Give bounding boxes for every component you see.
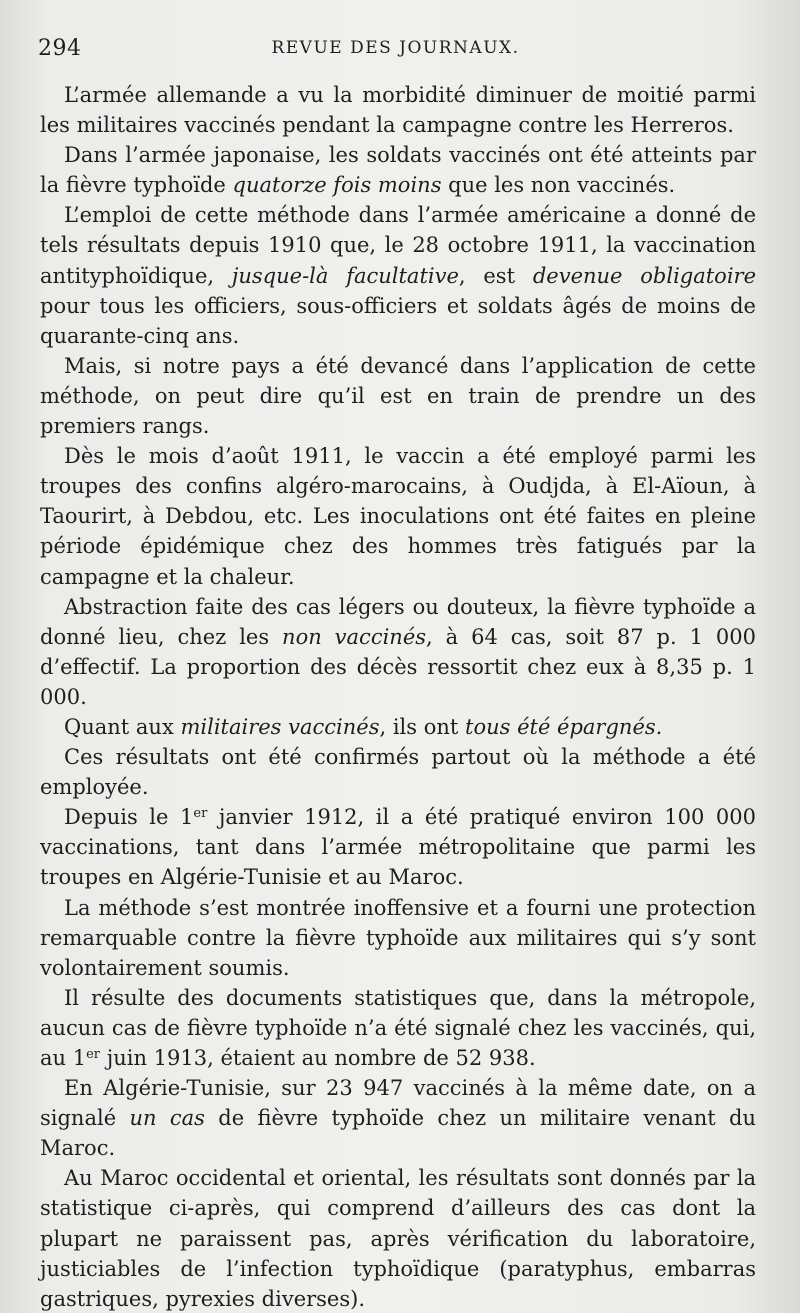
text-run: , ils ont (379, 714, 466, 739)
italic-text: devenue obligatoire (532, 263, 757, 288)
paragraph (40, 802, 756, 892)
text-run: , à 64 cas, soit 87 p. 1 000 d’effectif. La proportion des décès ressortit chez eux à 8,35 p. 1 000. (40, 624, 756, 709)
text-run: Il résulte des documents statistiques que, dans la métropole, aucun cas de fièvre typhoïde n’a été signalé chez les vaccinés, qui, au 1 (40, 985, 756, 1070)
paragraph (40, 1073, 756, 1163)
paragraph (40, 351, 756, 441)
body-text (40, 80, 756, 1313)
paragraph (40, 1163, 756, 1313)
running-title: REVUE DES JOURNAUX. (271, 38, 520, 58)
italic-text: non vaccinés (282, 624, 427, 649)
text-run: Abstraction faite des cas légers ou douteux, la fièvre typhoïde a donné lieu, chez les (40, 594, 756, 649)
italic-text: militaires vaccinés (180, 714, 380, 739)
italic-text: quatorze fois moins (232, 173, 442, 198)
paragraph (40, 712, 756, 742)
italic-text: tous été épargnés. (465, 714, 663, 739)
text-run: de fièvre typhoïde chez un militaire venant du Maroc. (40, 1106, 756, 1161)
page-number: 294 (38, 36, 82, 61)
text-run: Dans l’armée japonaise, les soldats vaccinés ont été atteints par la fièvre typhoïde (40, 143, 756, 198)
text-run: janvier 1912, il a été pratiqué environ 100 000 vaccinations, tant dans l’armée métropolitaine que parmi les troupes en Algérie-Tunisie et au Maroc. (40, 805, 756, 890)
paragraph (40, 441, 756, 591)
text-run: Ces résultats ont été confirmés partout où la méthode a été employée. (40, 745, 756, 800)
paragraph (40, 80, 756, 140)
paragraph (40, 592, 756, 712)
text-run: pour tous les officiers, sous-officiers et soldats âgés de moins de quarante-cinq ans. (40, 293, 756, 348)
text-run: juin 1913, étaient au nombre de 52 938. (100, 1046, 536, 1070)
italic-text: jusque-là facultative (231, 263, 459, 288)
paragraph (40, 983, 756, 1073)
text-run: Mais, si notre pays a été devancé dans l’application de cette méthode, on peut dire qu’il est en train de prendre un des premiers rangs. (40, 353, 756, 439)
italic-text: un cas (129, 1106, 205, 1131)
text-run: L’emploi de cette méthode dans l’armée américaine a donné de tels résultats depuis 1910 que, le 28 octobre 1911, la vaccination antityphoïdique, (40, 203, 756, 288)
text-run: La méthode s’est montrée inoffensive et a fourni une protection remarquable contre la fièvre typhoïde aux militaires qui s’y sont volontairement soumis. (40, 895, 756, 980)
text-run: En Algérie-Tunisie, sur 23 947 vaccinés à la même date, on a signalé (40, 1076, 756, 1131)
text-run: Quant aux (64, 714, 181, 739)
text-run: Dès le mois d’août 1911, le vaccin a été employé parmi les troupes des confins algéro-marocains, à Oudjda, à El-Aïoun, à Taourirt, à Debdou, etc. Les inoculations ont été faites en pleine période épidémique chez des hommes très fatigués par la campagne et la chaleur. (40, 444, 756, 589)
text-run: que les non vaccinés. (441, 173, 676, 198)
paragraph (40, 742, 756, 802)
paragraph (40, 140, 756, 200)
paragraph (40, 200, 756, 350)
paragraph (40, 893, 756, 983)
superscript: er (193, 806, 208, 822)
text-run: Au Maroc occidental et oriental, les résultats sont donnés par la statistique ci-après, qui comprend d’ailleurs des cas dont la plupart ne paraissent pas, après vérification du laboratoire, justiciables de l’infection typhoïdique (paratyphus, embarras gastriques, pyrexies diverses). (40, 1166, 756, 1311)
superscript: er (86, 1047, 101, 1062)
text-run: , est (458, 263, 533, 288)
text-run: L’armée allemande a vu la morbidité diminuer de moitié parmi les militaires vaccinés pendant la campagne contre les Herreros. (40, 83, 756, 138)
page-header (38, 36, 753, 66)
text-run: Depuis le 1 (64, 805, 194, 830)
